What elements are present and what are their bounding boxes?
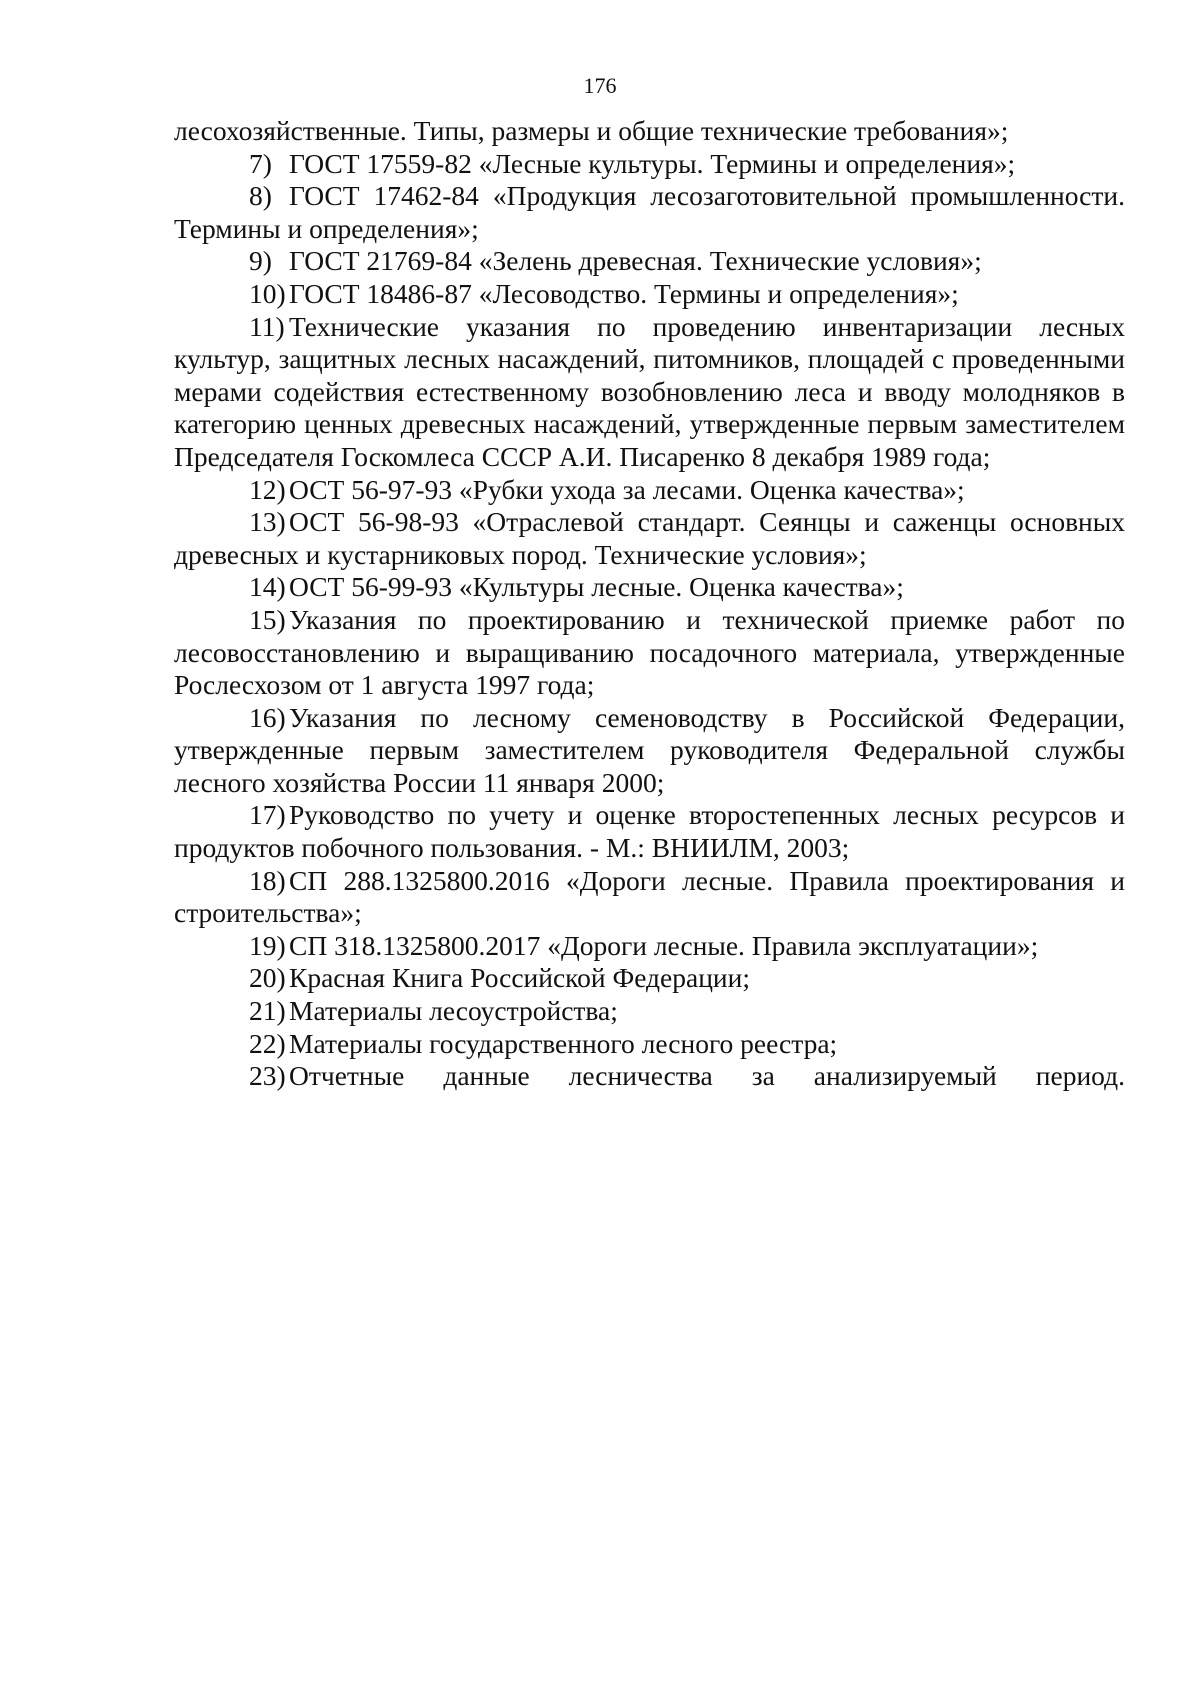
- list-item-number: 18): [249, 864, 286, 896]
- list-item-text: Красная Книга Российской Федерации;: [289, 962, 751, 994]
- list-item-number: 23): [249, 1060, 286, 1092]
- list-item: [174, 865, 1125, 930]
- list-item-number: 17): [249, 799, 286, 831]
- reference-list: [174, 115, 1125, 1093]
- list-item-number: 14): [249, 571, 286, 603]
- list-item-text: Отчетные данные лесничества за анализируемый период.: [289, 1060, 1125, 1092]
- list-item-number: 10): [249, 277, 286, 309]
- list-item-text: ОСТ 56-97-93 «Рубки ухода за лесами. Оценка качества»;: [289, 473, 965, 505]
- list-item-number: 11): [249, 310, 285, 342]
- list-item: [174, 278, 1125, 311]
- list-item-text: СП 288.1325800.2016 «Дороги лесные. Правила проектирования и строительства»;: [174, 864, 1125, 929]
- list-item: [174, 180, 1125, 245]
- list-item-number: 21): [249, 995, 286, 1027]
- list-item: [174, 571, 1125, 604]
- list-item: [174, 604, 1125, 702]
- list-item-text: Технические указания по проведению инвентаризации лесных культур, защитных лесных насаждений, питомников, площадей с проведенными мерами содействия естественному возобновлению леса и вводу молодняков в категорию ценных древесных насаждений, утвержденные первым заместителем Председателя Госкомлеса СССР А.И. Писаренко 8 декабря 1989 года;: [174, 310, 1125, 472]
- list-item: [174, 311, 1125, 474]
- list-item: [174, 702, 1125, 800]
- list-item: [174, 148, 1125, 181]
- list-item-number: 22): [249, 1027, 286, 1059]
- list-item-number: 8): [249, 180, 272, 212]
- list-item: [174, 930, 1125, 963]
- list-item-number: 20): [249, 962, 286, 994]
- list-item-number: 12): [249, 473, 286, 505]
- list-item-text: СП 318.1325800.2017 «Дороги лесные. Правила эксплуатации»;: [289, 929, 1039, 961]
- list-item-number: 13): [249, 506, 286, 538]
- list-item: [174, 799, 1125, 864]
- list-item-number: 16): [249, 701, 286, 733]
- list-item-text: Материалы государственного лесного реестра;: [289, 1027, 838, 1059]
- list-item: [174, 995, 1125, 1028]
- list-item-text: ГОСТ 21769-84 «Зелень древесная. Технические условия»;: [289, 245, 982, 277]
- list-item-number: 7): [249, 147, 272, 179]
- list-item: [174, 474, 1125, 507]
- continuation-text: лесохозяйственные. Типы, размеры и общие технические требования»;: [174, 115, 1009, 146]
- list-item: [174, 962, 1125, 995]
- list-item-number: 19): [249, 929, 286, 961]
- list-item-number: 15): [249, 603, 286, 635]
- list-item: [174, 1060, 1125, 1093]
- list-item-text: Материалы лесоустройства;: [289, 995, 618, 1027]
- list-item-number: 9): [249, 245, 272, 277]
- list-item-text: ГОСТ 17559-82 «Лесные культуры. Термины и определения»;: [289, 147, 1016, 179]
- list-item: [174, 245, 1125, 278]
- list-item-text: ОСТ 56-99-93 «Культуры лесные. Оценка качества»;: [289, 571, 904, 603]
- list-item-text: Указания по лесному семеноводству в Российской Федерации, утвержденные первым заместителем руководителя Федеральной службы лесного хозяйства России 11 января 2000;: [174, 701, 1125, 798]
- list-item-text: Руководство по учету и оценке второстепенных лесных ресурсов и продуктов побочного пользования. - М.: ВНИИЛМ, 2003;: [174, 799, 1125, 864]
- list-item: [174, 506, 1125, 571]
- list-item-text: ОСТ 56-98-93 «Отраслевой стандарт. Сеянцы и саженцы основных древесных и кустарниковых пород. Технические условия»;: [174, 506, 1125, 570]
- list-item-text: Указания по проектированию и технической приемке работ по лесовосстановлению и выращиванию посадочного материала, утвержденные Рослесхозом от 1 августа 1997 года;: [174, 603, 1125, 701]
- list-item-text: ГОСТ 17462-84 «Продукция лесозаготовительной промышленности. Термины и определения»;: [174, 180, 1125, 244]
- list-item: [174, 1028, 1125, 1061]
- list-item-text: ГОСТ 18486-87 «Лесоводство. Термины и определения»;: [289, 277, 959, 309]
- page-number: 176: [583, 73, 617, 98]
